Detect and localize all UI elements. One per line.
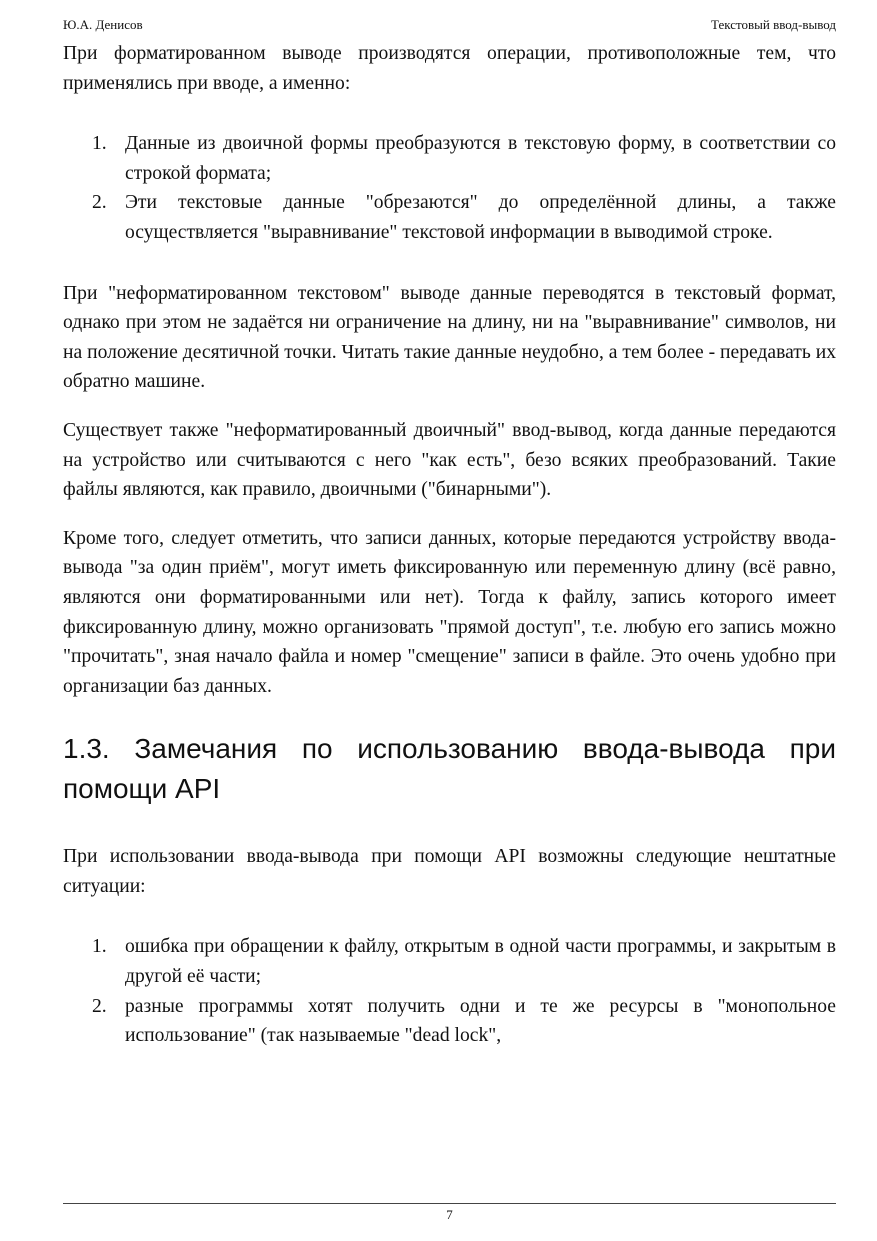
paragraph-intro: При форматированном выводе производятся операции, противоположные тем, что применялись при вводе, а именно:: [63, 43, 836, 94]
list-item-text: Эти текстовые данные "обрезаются" до определённой длины, а также осуществляется "выравнивание" текстовой информации в выводимой строке.: [125, 192, 836, 243]
list-number: 1.: [92, 936, 107, 958]
section-heading: 1.3. Замечания по использованию ввода-вывода при помощи API: [63, 733, 836, 805]
paragraph-api: При использовании ввода-вывода при помощи API возможны следующие нештатные ситуации:: [63, 846, 836, 897]
list-number: 2.: [92, 995, 107, 1017]
list-item-text: разные программы хотят получить одни и те же ресурсы в "монопольное использование" (так называемые "dead lock",: [125, 995, 836, 1047]
footer-divider: [63, 1203, 836, 1204]
header-author: Ю.А. Денисов: [63, 17, 143, 32]
list-format-steps: [63, 129, 836, 247]
header-title: Текстовый ввод-вывод: [711, 17, 836, 32]
list-item-text: ошибка при обращении к файлу, открытым в одной части программы, и закрытым в другой её части;: [125, 936, 836, 988]
paragraph-records: Кроме того, следует отметить, что записи данных, которые передаются устройству ввода-вывода "за один приём", могут иметь фиксированную или переменную длину (всё равно, являются они форматированными или нет). Тогда к файлу, запись которого имеет фиксированную длину, можно организовать "прямой доступ", т.е. любую его запись можно "прочитать", зная начало файла и номер "смещение" записи в файле. Это очень удобно при организации баз данных.: [63, 527, 836, 697]
page-body: [63, 39, 836, 1051]
list-item: [63, 932, 836, 991]
document-page: [63, 0, 836, 1241]
list-item: [63, 992, 836, 1051]
list-item: [63, 188, 836, 247]
paragraph-unformatted: При "неформатированном текстовом" выводе данные переводятся в текстовый формат, однако при этом не задаётся ни ограничение на длину, ни на "выравнивание" символов, ни на положение десятичной точки. Читать такие данные неудобно, а тем более - передавать их обратно машине.: [63, 282, 836, 393]
list-api-issues: [63, 932, 836, 1050]
list-number: 2.: [92, 192, 107, 214]
list-number: 1.: [92, 133, 107, 155]
list-item-text: Данные из двоичной формы преобразуются в текстовую форму, в соответствии со строкой формата;: [125, 133, 836, 184]
page-number: 7: [446, 1207, 453, 1222]
list-item: [63, 129, 836, 188]
paragraph-binary: Существует также "неформатированный двоичный" ввод-вывод, когда данные передаются на устройство или считываются с него "как есть", безо всяких преобразований. Такие файлы являются, как правило, двоичными ("бинарными").: [63, 419, 836, 501]
running-header: [63, 17, 836, 33]
